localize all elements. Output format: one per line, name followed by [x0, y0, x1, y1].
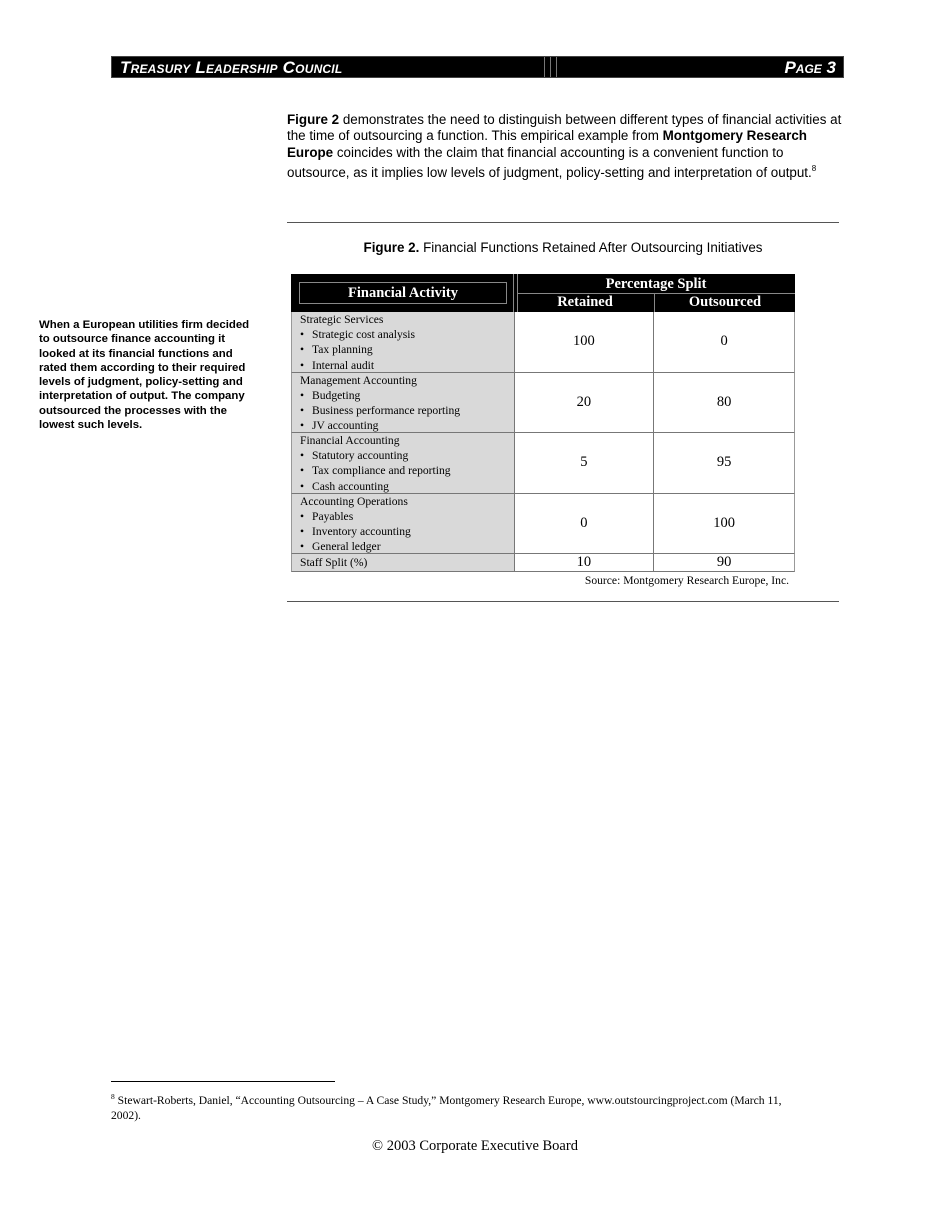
- list-item: • Tax compliance and reporting: [300, 463, 514, 478]
- figure-caption: [287, 240, 839, 255]
- list-item: • Internal audit: [300, 358, 514, 373]
- outsourced-value: 95: [716, 454, 732, 471]
- activity-group: Management Accounting: [300, 373, 417, 387]
- activity-cell: [292, 312, 515, 372]
- activity-cell: [292, 494, 515, 554]
- footnote-number: 8: [111, 1092, 115, 1101]
- intro-text-2: coincides with the claim that financial accounting is a convenient function to outsource, as it implies low levels of judgment, policy-setting and interpretation of output.: [287, 144, 812, 180]
- footnote-text: Stewart-Roberts, Daniel, “Accounting Outsourcing – A Case Study,” Montgomery Research Europe, www.outstourcingproject.com (March 11, 2002).: [111, 1094, 782, 1122]
- list-item: • General ledger: [300, 539, 514, 554]
- header-divider: [556, 57, 557, 77]
- figure-label: Figure 2.: [363, 240, 420, 255]
- rule-top: [287, 222, 839, 223]
- council-title: Treasury Leadership Council: [120, 58, 343, 77]
- footnote-rule: [111, 1081, 335, 1082]
- staff-split-row: [291, 554, 795, 572]
- figure-title: Financial Functions Retained After Outsourcing Initiatives: [419, 240, 763, 255]
- list-item: • Tax planning: [300, 342, 514, 357]
- activity-cell: [292, 433, 515, 493]
- financial-functions-table: [291, 274, 795, 572]
- list-item: • Inventory accounting: [300, 524, 514, 539]
- retained-value: 0: [515, 494, 655, 554]
- intro-text-1: demonstrates the need to distinguish between different types of financial activities at the time of outsourcing a function. This empirical example from: [287, 112, 842, 144]
- retained-value: 100: [515, 312, 655, 372]
- list-item: • Budgeting: [300, 388, 514, 403]
- outsourced-value: 90: [716, 554, 732, 570]
- staff-split-label: Staff Split (%): [292, 554, 515, 571]
- header-divider: [550, 57, 551, 77]
- retained-value: 20: [515, 373, 655, 433]
- intro-paragraph: [287, 112, 842, 181]
- table-row: [291, 312, 795, 373]
- outsourced-value: 80: [716, 393, 732, 410]
- header-retained: Retained: [557, 294, 613, 310]
- table-row: [291, 373, 795, 434]
- page-number: Page 3: [784, 58, 836, 77]
- header-divider: [544, 57, 545, 77]
- header-outsourced: Outsourced: [688, 294, 762, 310]
- retained-value: 10: [515, 554, 655, 571]
- activity-group: Strategic Services: [300, 313, 384, 326]
- rule-bottom: [287, 601, 839, 602]
- page-header: [111, 56, 844, 78]
- sidebar-note: When a European utilities firm decided to outsource finance accounting it looked at its financial functions and rated them according to their required levels of judgment, policy-setting and interpretation of output. The company outsourced the processes with the lowest such levels.: [39, 319, 250, 432]
- footnote: [111, 1090, 811, 1123]
- activity-group: Accounting Operations: [300, 494, 408, 508]
- retained-value: 5: [515, 433, 655, 493]
- outsourced-value: 100: [713, 514, 736, 531]
- list-item: • Statutory accounting: [300, 448, 514, 463]
- table-row: [291, 433, 795, 494]
- outsourced-value: 0: [720, 333, 728, 350]
- table-row: [291, 494, 795, 555]
- list-item: • Payables: [300, 509, 514, 524]
- header-financial-activity: Financial Activity: [299, 282, 507, 304]
- activity-group: Financial Accounting: [300, 434, 400, 447]
- header-percentage-split: Percentage Split: [605, 276, 707, 292]
- table-header: [291, 274, 795, 312]
- footnote-marker: 8: [811, 163, 817, 173]
- list-item: • Business performance reporting: [300, 403, 514, 418]
- list-item: • Strategic cost analysis: [300, 327, 514, 342]
- list-item: • JV accounting: [300, 418, 514, 433]
- header-divider: [513, 274, 514, 312]
- figure-reference: Figure 2: [287, 112, 340, 127]
- table-source: Source: Montgomery Research Europe, Inc.: [584, 574, 789, 587]
- copyright: © 2003 Corporate Executive Board: [372, 1138, 578, 1154]
- activity-cell: [292, 373, 515, 433]
- organization-name: Montgomery Research Europe: [287, 128, 807, 160]
- list-item: • Cash accounting: [300, 479, 514, 494]
